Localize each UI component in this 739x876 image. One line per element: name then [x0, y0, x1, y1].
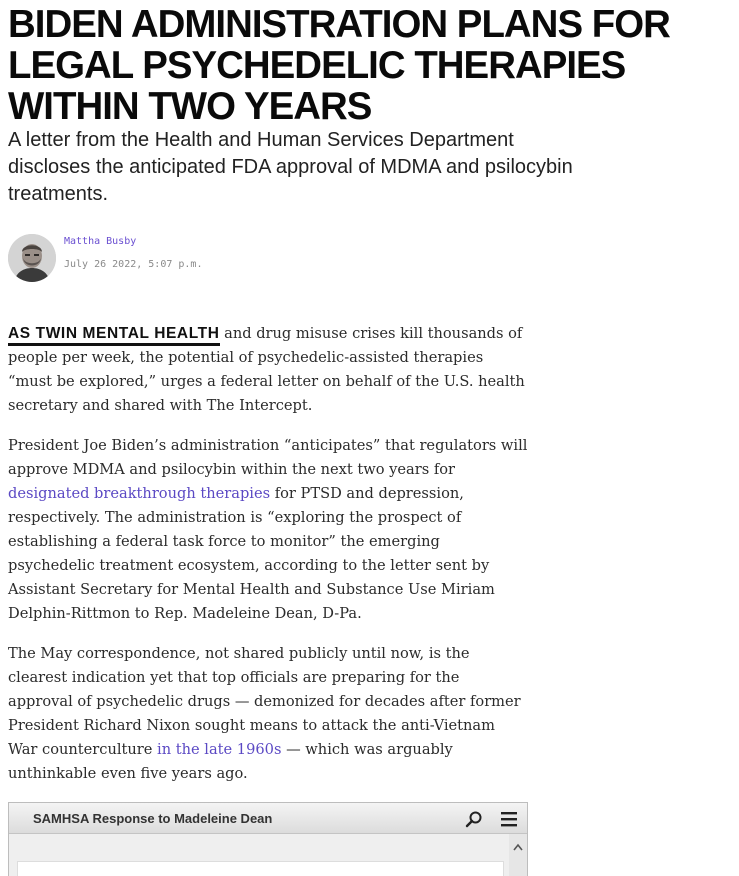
embed-title[interactable]: SAMHSA Response to Madeleine Dean: [33, 811, 273, 826]
paragraph-2-text-before: President Joe Biden’s administration “anticipates” that regulators will approve MDMA and psilocybin within the next two years for: [8, 437, 528, 478]
breakthrough-therapies-link[interactable]: designated breakthrough therapies: [8, 485, 271, 502]
search-icon[interactable]: [465, 810, 483, 828]
paragraph-1-text: and drug misuse crises kill thousands of people per week, the potential of psychedelic-assisted therapies “must be explored,” urges a federal letter on behalf of the U.S. health secretary and shared with The Intercept.: [8, 325, 525, 414]
embed-scrollbar[interactable]: [509, 834, 527, 876]
scroll-up-icon[interactable]: [513, 838, 523, 846]
embed-toolbar: [9, 803, 527, 834]
menu-icon[interactable]: [500, 810, 518, 828]
author-name-link[interactable]: Mattha Busby: [64, 236, 137, 247]
document-embed[interactable]: [8, 802, 528, 876]
article-deck: A letter from the Health and Human Services Department discloses the anticipated FDA approval of MDMA and psilocybin treatments.: [8, 129, 573, 205]
author-avatar[interactable]: [8, 234, 56, 282]
article-body: [8, 322, 528, 802]
paragraph-3: [8, 642, 528, 786]
paragraph-2: [8, 434, 528, 626]
embed-document-page: [17, 861, 504, 876]
publish-date: July 26 2022, 5:07 p.m.: [64, 259, 203, 270]
byline: [8, 234, 408, 284]
late-1960s-link[interactable]: in the late 1960s: [157, 741, 282, 758]
article-headline: BIDEN ADMINISTRATION PLANS FOR LEGAL PSYCHEDELIC THERAPIES WITHIN TWO YEARS: [8, 3, 670, 128]
paragraph-2-text-after: for PTSD and depression, respectively. The administration is “exploring the prospect of establishing a federal task force to monitor” the emerging psychedelic treatment ecosystem, according to the letter sent by Assistant Secretary for Mental Health and Substance Use Miriam Delphin-Rittmon to Rep. Madeleine Dean, D-Pa.: [8, 485, 495, 622]
paragraph-1: [8, 322, 528, 418]
paragraph-3-text-before: The May correspondence, not shared publicly until now, is the clearest indication yet that top officials are preparing for the approval of psychedelic drugs — demonized for decades after former President Richard Nixon sought means to attack the anti-Vietnam War counterculture: [8, 645, 521, 758]
paragraph-3-text-after: — which was arguably unthinkable even five years ago.: [8, 741, 453, 782]
lead-in: AS TWIN MENTAL HEALTH: [8, 325, 220, 346]
